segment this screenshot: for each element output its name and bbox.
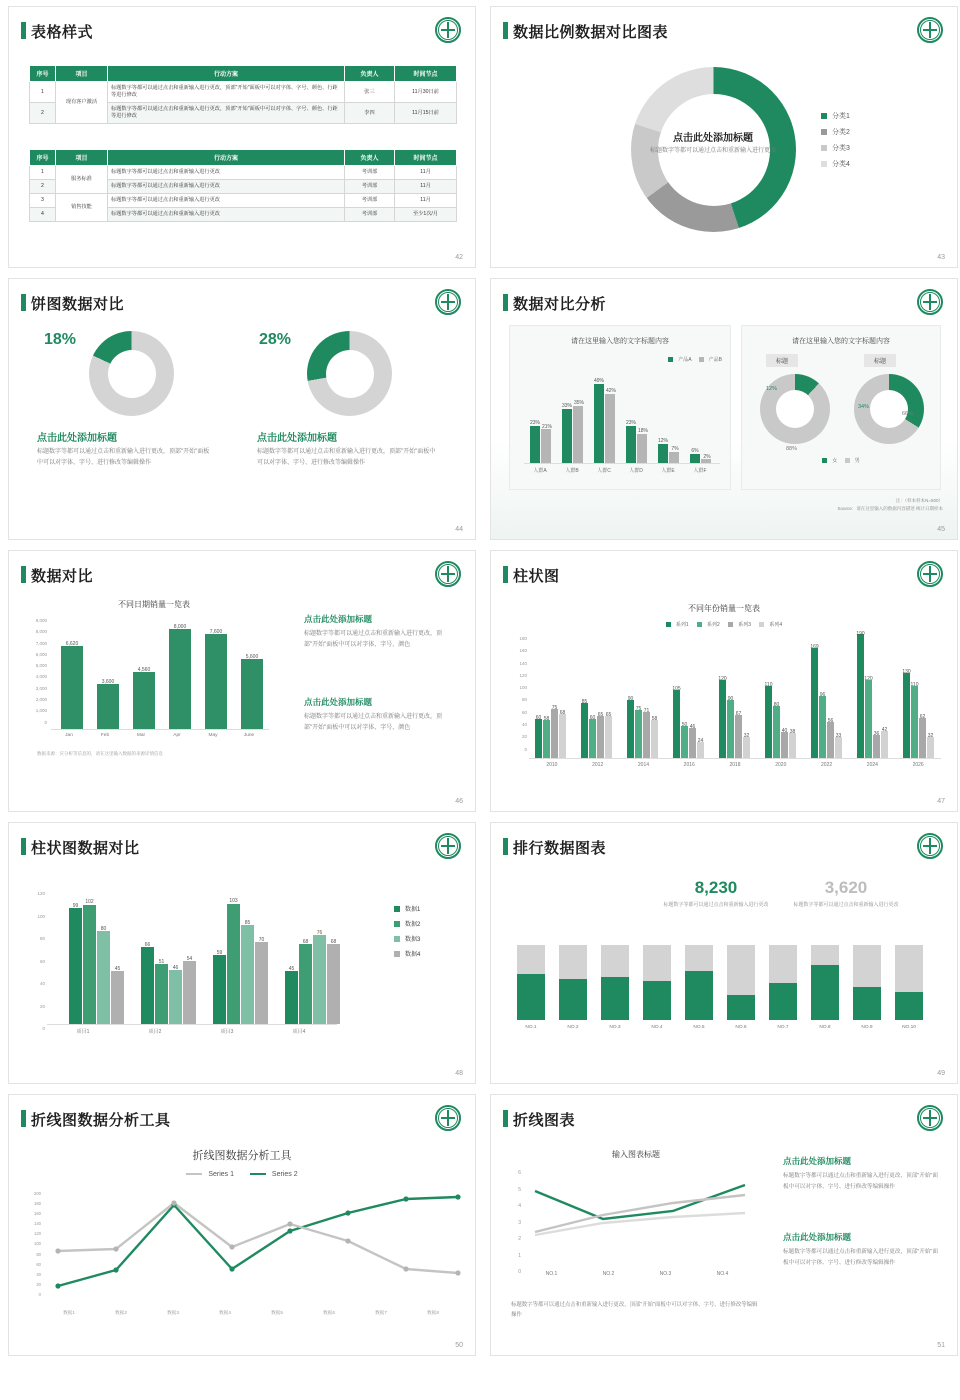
stat-gray: 3,620 标题数字等都可以通过点击和重新输入进行更改: [793, 878, 899, 908]
page-title: 表格样式: [31, 24, 94, 41]
slide-line-chart[interactable]: [490, 1094, 958, 1356]
line-chart: [43, 1191, 463, 1303]
legend-swatch-icon: [821, 145, 827, 151]
slide-number: 45: [937, 526, 945, 533]
slide-number: 46: [455, 798, 463, 805]
page-title: 折线图表: [513, 1112, 576, 1129]
table-2[interactable]: [29, 149, 457, 222]
donut-legend: [821, 109, 850, 173]
left-card-title: 请在这里输入您的文字标题内容: [571, 338, 669, 345]
pie-percent-left: 18%: [44, 331, 77, 348]
legend-item: 数据1: [394, 903, 420, 918]
grouped-bar-chart: 23% 21% 33% 35% 49% 42% 23% 18% 12% 7% 6% 2%: [524, 372, 720, 464]
slide-line-analysis[interactable]: [8, 1094, 476, 1356]
logo-icon: [917, 833, 943, 859]
bar-chart: 6,620 3,600 4,560 8,000 7,600 5,600: [51, 617, 269, 730]
right-chart-card: [741, 325, 941, 490]
logo-icon: [435, 1105, 461, 1131]
grouped-bar-chart: 60 58 75 68 85 60 65 65 90 75 71 58 105 50 46 24 120 90 67 32 110 80 40 38 169 96 56 33 190 120 36 42 130 110 62 32: [529, 635, 941, 759]
x-axis-labels: NO.1 NO.2 NO.3 NO.4: [545, 1271, 729, 1277]
donut-1-green-pct: 12%: [766, 386, 778, 392]
table-row: 1 现有客户激活 标题数字等都可以通过点击和重新输入进行更改，顶部"开始"面板中可以对字体、字号、颜色、行距等进行修改 张三 11月30日前: [30, 82, 457, 103]
chart-legend: 系列1 系列2 系列3 系列4: [491, 621, 957, 628]
chart-title: 折线图数据分析工具: [192, 1150, 292, 1162]
page-title: 数据比例数据对比图表: [513, 24, 669, 41]
title-accent-bar: [21, 838, 26, 855]
legend-swatch-icon: [666, 622, 671, 627]
chart-footnote: 数据来源：应分析等信息的，请在这里输入数据的来源详情信息: [37, 751, 163, 756]
x-axis-labels: 数据1 数据2 数据3 数据4 数据5 数据6 数据7 数据8: [63, 1310, 439, 1315]
slide-number: 47: [937, 798, 945, 805]
donut-right-1: [760, 374, 830, 444]
pie-heading-left: 点击此处添加标题: [37, 433, 117, 444]
title-accent-bar: [21, 1110, 26, 1127]
text-block-2: 点击此处添加标题 标题数字等都可以通过点击和重新输入进行更改，顶部"开始"面板中可以对字体、字号、进行修改等编辑操作: [783, 1232, 939, 1266]
slide-table-styles[interactable]: [8, 6, 476, 268]
text-block-1: 点击此处添加标题 标题数字等都可以通过点击和重新输入进行更改，顶部"开始"面板中可以对字体、字号、进行修改等编辑操作: [783, 1156, 939, 1190]
title-accent-bar: [21, 22, 26, 39]
legend-swatch-icon: [821, 129, 827, 135]
chart-legend: Series 1 Series 2: [9, 1171, 475, 1178]
legend-swatch-icon: [697, 622, 702, 627]
slide-bar-compare[interactable]: [8, 822, 476, 1084]
pie-percent-right: 28%: [259, 331, 292, 348]
y-axis-labels: 120 100 80 60 40 20 0: [37, 891, 45, 1031]
chart-footnote: 标题数字等都可以通过点击和重新输入进行更改，顶部"开始"面板中可以对字体、字号、进行修改等编辑操作: [511, 1302, 758, 1319]
page-title: 柱状图数据对比: [31, 840, 140, 857]
page-title: 折线图数据分析工具: [31, 1112, 171, 1129]
slide-data-analysis[interactable]: [490, 278, 958, 540]
chart-legend: [394, 903, 420, 963]
right-legend: 女 男: [742, 457, 940, 464]
donut-2-gray-pct: 66%: [902, 411, 914, 417]
title-accent-bar: [503, 294, 508, 311]
title-accent-bar: [21, 294, 26, 311]
page-title: 数据对比: [31, 568, 94, 585]
legend-swatch-icon: [728, 622, 733, 627]
legend-swatch-icon: [394, 936, 400, 942]
slide-number: 43: [937, 254, 945, 261]
table-row: 2 标题数字等都可以通过点击和重新输入进行更改 考训部 11月: [30, 180, 457, 194]
page-title: 数据对比分析: [513, 296, 607, 313]
table-row: 2 标题数字等都可以通过点击和重新输入进行更改，顶部"开始"面板中可以对字体、字号、颜色、行距等进行修改 李四 11月15日前: [30, 103, 457, 124]
y-axis-labels: 180 160 140 120 100 80 60 40 20 0: [519, 636, 527, 752]
right-label-1: 标题: [766, 354, 798, 367]
stacked-bar-chart: [513, 945, 937, 1020]
table-row: 1 服务标准 标题数字等都可以通过点击和重新输入进行更改 考训部 11月: [30, 166, 457, 180]
pie-heading-right: 点击此处添加标题: [257, 433, 337, 444]
slide-ranking-chart[interactable]: 排行数据图表 8,230 标题数字等都可以通过点击和重新输入进行更改 3,620 标题数字等都可以通过点击和重新输入进行更改 NO.1 NO.2 NO.3 NO.4 NO.5 NO.6 NO.7 NO.8 NO.9 NO.10 49: [490, 822, 958, 1084]
legend-swatch-icon: [821, 113, 827, 119]
title-accent-bar: [21, 566, 26, 583]
text-block-1: 点击此处添加标题 标题数字等都可以通过点击和重新输入进行更改，顶部"开始"面板中可以对字体、字号、颜色: [304, 614, 443, 649]
x-axis-labels: Jan Feb Mar Apr May June: [65, 733, 255, 738]
grouped-bar-chart: 99 102 80 45 66 51 46 54 59 103 85 70 45 68 76 68: [47, 885, 337, 1025]
legend-line-icon: [186, 1173, 202, 1175]
donut-1-gray-pct: 88%: [786, 446, 798, 452]
chart-title: 不同年份销量一览表: [688, 604, 760, 613]
slide-number: 42: [455, 254, 463, 261]
legend-swatch-icon: [821, 161, 827, 167]
legend-item: 数据3: [394, 933, 420, 948]
title-accent-bar: [503, 566, 508, 583]
pie-body-left: 标题数字等都可以通过点击和重新输入进行更改，顶部"开始"面板中可以对字体、字号、进行修改等编辑操作: [37, 449, 210, 466]
chart-title: 不同日期销量一览表: [118, 600, 190, 609]
logo-icon: [917, 17, 943, 43]
right-label-2: 标题: [864, 354, 896, 367]
page-title: 饼图数据对比: [31, 296, 125, 313]
slide-data-compare[interactable]: [8, 550, 476, 812]
title-accent-bar: [503, 22, 508, 39]
stat-green: 8,230 标题数字等都可以通过点击和重新输入进行更改: [663, 878, 769, 908]
legend-swatch-icon: [759, 622, 764, 627]
legend-item: 数据2: [394, 918, 420, 933]
x-axis-labels: 项目1 项目2 项目3 项目4: [76, 1029, 306, 1035]
table-1[interactable]: [29, 65, 457, 124]
title-accent-bar: [503, 1110, 508, 1127]
legend-item: 分类1: [821, 109, 850, 125]
logo-icon: [917, 289, 943, 315]
left-legend: 产品A 产品B: [668, 356, 722, 363]
text-block-2: 点击此处添加标题 标题数字等都可以通过点击和重新输入进行更改，顶部"开始"面板中可以对字体、字号、颜色: [304, 697, 443, 732]
donut-center-text: 点击此处添加标题 标题数字等都可以通过点击和重新输入进行更改: [649, 133, 776, 154]
left-x-labels: 人群A 人群B 人群C 人群D 人群E 人群F: [533, 468, 707, 474]
chart-title: 输入图表标题: [612, 1150, 660, 1159]
slide-number: 50: [455, 1342, 463, 1349]
page-title: 柱状图: [513, 568, 560, 585]
logo-icon: [435, 833, 461, 859]
legend-swatch-icon: [699, 357, 704, 362]
pie-body-right: 标题数字等都可以通过点击和重新输入进行更改，顶部"开始"面板中可以对字体、字号、进行修改等编辑操作: [257, 449, 436, 466]
legend-item: 数据4: [394, 948, 420, 963]
table-header-row: 序号 项目 行动方案 负责人 时间节点: [30, 66, 457, 82]
table-row: 4 标题数字等都可以通过点击和重新输入进行更改 考训部 至少1次/月: [30, 208, 457, 222]
title-accent-bar: [503, 838, 508, 855]
legend-swatch-icon: [845, 458, 850, 463]
slide-donut-proportion[interactable]: [490, 6, 958, 268]
legend-swatch-icon: [822, 458, 827, 463]
legend-line-icon: [250, 1173, 266, 1175]
legend-swatch-icon: [394, 906, 400, 912]
donut-2-green-pct: 34%: [858, 404, 870, 410]
slide-number: 49: [937, 1070, 945, 1077]
legend-swatch-icon: [394, 921, 400, 927]
y-axis-labels: 200 180 160 140 120 100 80 60 40 20 0: [34, 1191, 41, 1297]
slide-number: 48: [455, 1070, 463, 1077]
line-chart: [523, 1167, 753, 1267]
logo-icon: [435, 289, 461, 315]
source-note: 注：（样本样本N=500） Source：请在这里输入的数据内容描述 统计日期样本: [837, 498, 943, 512]
logo-icon: [435, 561, 461, 587]
x-axis-labels: 2010 2012 2014 2016 2018 2020 2022 2024 2026: [546, 762, 924, 768]
slide-number: 51: [937, 1342, 945, 1349]
left-chart-card: [509, 325, 731, 490]
y-axis-labels: 9,000 8,000 7,000 6,000 5,000 4,000 3,000 2,000 1,000 0: [35, 618, 47, 725]
table-header-row: 序号 项目 行动方案 负责人 时间节点: [30, 150, 457, 166]
slide-pie-comparison[interactable]: [8, 278, 476, 540]
legend-item: 分类2: [821, 125, 850, 141]
legend-item: 分类3: [821, 141, 850, 157]
legend-swatch-icon: [668, 357, 673, 362]
table-row: 3 销售技能 标题数字等都可以通过点击和重新输入进行更改 考训部 11月: [30, 194, 457, 208]
legend-swatch-icon: [394, 951, 400, 957]
page-title: 排行数据图表: [513, 840, 607, 857]
y-axis-labels: 6 5 4 3 2 1 0: [518, 1170, 521, 1275]
logo-icon: [917, 1105, 943, 1131]
right-card-title: 请在这里输入您的文字标题内容: [792, 338, 890, 345]
logo-icon: [917, 561, 943, 587]
slide-bar-chart[interactable]: [490, 550, 958, 812]
slide-number: 44: [455, 526, 463, 533]
legend-item: 分类4: [821, 157, 850, 173]
logo-icon: [435, 17, 461, 43]
donut-left: [89, 331, 174, 416]
donut-right: [307, 331, 392, 416]
